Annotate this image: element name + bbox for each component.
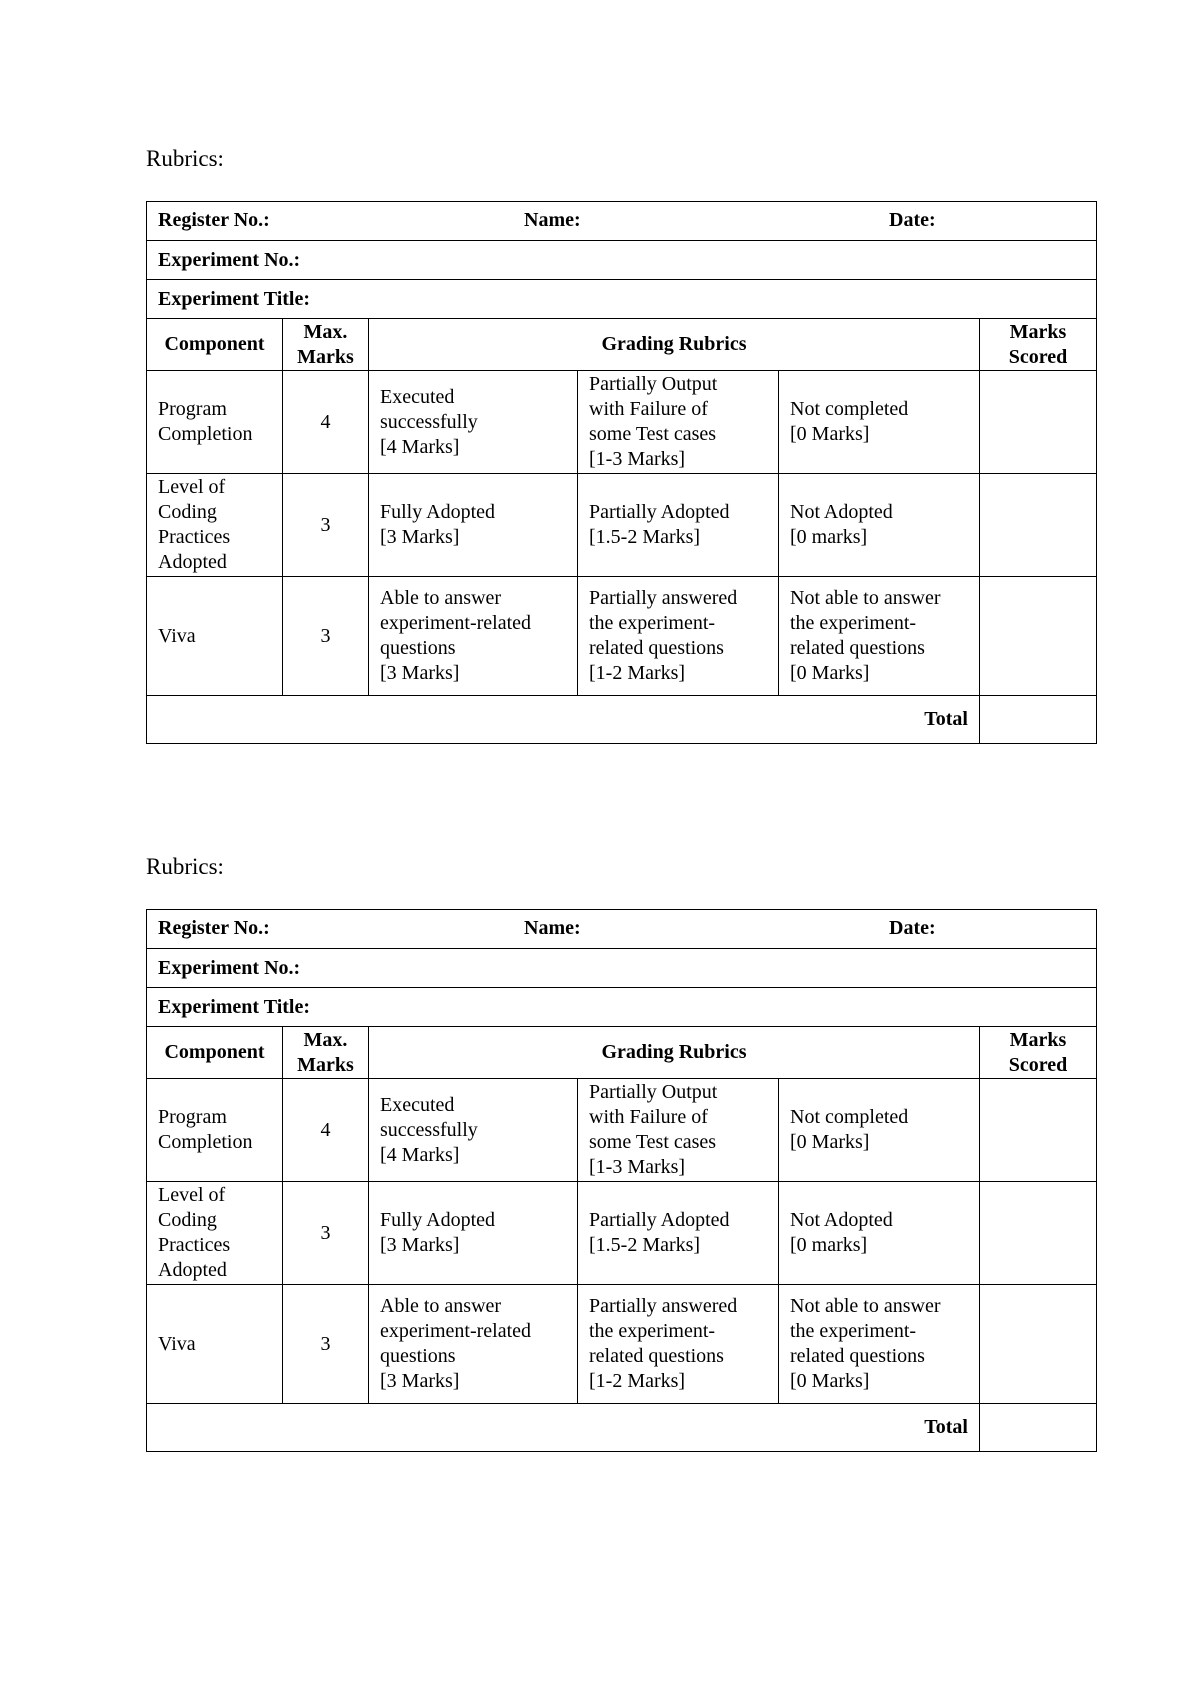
component-cell: Viva	[147, 577, 283, 696]
rubric-level-2-cell: Partially Output with Failure of some Test cases [1-3 Marks]	[578, 371, 779, 474]
component-cell: Program Completion	[147, 1079, 283, 1182]
rubric-level-1-cell: Executed successfully [4 Marks]	[369, 371, 578, 474]
grading-rubrics-header: Grading Rubrics	[369, 1027, 980, 1079]
rubric-level-1-cell: Able to answer experiment-related questions [3 Marks]	[369, 577, 578, 696]
total-label: Total	[147, 1404, 980, 1452]
table-row	[147, 1285, 1097, 1404]
total-row	[147, 696, 1097, 744]
experiment-title-row	[147, 280, 1097, 319]
marks-scored-cell[interactable]	[980, 474, 1097, 577]
rubrics-heading: Rubrics:	[146, 854, 224, 879]
experiment-no-row	[147, 241, 1097, 280]
rubric-level-1-cell: Able to answer experiment-related questions [3 Marks]	[369, 1285, 578, 1404]
total-marks-cell[interactable]	[980, 1404, 1097, 1452]
table-row	[147, 371, 1097, 474]
name-label: Name:	[524, 209, 581, 231]
marks-scored-header: Marks Scored	[980, 1027, 1097, 1079]
component-header: Component	[147, 319, 283, 371]
max-marks-cell: 3	[283, 1285, 369, 1404]
header-row	[147, 319, 1097, 371]
rubric-table	[146, 909, 1097, 1452]
name-label: Name:	[524, 917, 581, 939]
rubric-level-1-cell: Fully Adopted [3 Marks]	[369, 474, 578, 577]
total-label: Total	[147, 696, 980, 744]
marks-scored-cell[interactable]	[980, 1182, 1097, 1285]
max-marks-cell: 3	[283, 474, 369, 577]
max-marks-cell: 3	[283, 577, 369, 696]
marks-scored-cell[interactable]	[980, 371, 1097, 474]
experiment-title-label: Experiment Title:	[147, 988, 1097, 1027]
experiment-title-row	[147, 988, 1097, 1027]
max-marks-cell: 3	[283, 1182, 369, 1285]
grading-rubrics-header: Grading Rubrics	[369, 319, 980, 371]
rubric-level-3-cell: Not Adopted [0 marks]	[779, 1182, 980, 1285]
max-marks-header: Max. Marks	[283, 319, 369, 371]
experiment-title-label: Experiment Title:	[147, 280, 1097, 319]
rubric-level-1-cell: Fully Adopted [3 Marks]	[369, 1182, 578, 1285]
rubric-level-3-cell: Not Adopted [0 marks]	[779, 474, 980, 577]
experiment-no-label: Experiment No.:	[147, 241, 1097, 280]
total-marks-cell[interactable]	[980, 696, 1097, 744]
rubric-level-2-cell: Partially Adopted [1.5-2 Marks]	[578, 1182, 779, 1285]
max-marks-cell: 4	[283, 1079, 369, 1182]
register-no-label: Register No.:	[158, 917, 270, 939]
marks-scored-header: Marks Scored	[980, 319, 1097, 371]
table-row	[147, 474, 1097, 577]
rubric-table	[146, 201, 1097, 744]
date-label: Date:	[889, 209, 936, 231]
rubric-level-2-cell: Partially Adopted [1.5-2 Marks]	[578, 474, 779, 577]
component-header: Component	[147, 1027, 283, 1079]
component-cell: Viva	[147, 1285, 283, 1404]
student-info-row	[147, 910, 1097, 949]
max-marks-cell: 4	[283, 371, 369, 474]
rubrics-heading: Rubrics:	[146, 146, 224, 171]
component-cell: Level of Coding Practices Adopted	[147, 1182, 283, 1285]
table-row	[147, 1079, 1097, 1182]
experiment-no-row	[147, 949, 1097, 988]
rubric-level-3-cell: Not able to answer the experiment- related questions [0 Marks]	[779, 1285, 980, 1404]
table-row	[147, 1182, 1097, 1285]
table-row	[147, 577, 1097, 696]
total-row	[147, 1404, 1097, 1452]
max-marks-header: Max. Marks	[283, 1027, 369, 1079]
rubric-level-1-cell: Executed successfully [4 Marks]	[369, 1079, 578, 1182]
header-row	[147, 1027, 1097, 1079]
component-cell: Program Completion	[147, 371, 283, 474]
marks-scored-cell[interactable]	[980, 1285, 1097, 1404]
rubric-level-2-cell: Partially answered the experiment- related questions [1-2 Marks]	[578, 577, 779, 696]
component-cell: Level of Coding Practices Adopted	[147, 474, 283, 577]
rubric-level-2-cell: Partially Output with Failure of some Test cases [1-3 Marks]	[578, 1079, 779, 1182]
rubric-level-2-cell: Partially answered the experiment- related questions [1-2 Marks]	[578, 1285, 779, 1404]
marks-scored-cell[interactable]	[980, 577, 1097, 696]
register-no-label: Register No.:	[158, 209, 270, 231]
rubric-level-3-cell: Not completed [0 Marks]	[779, 371, 980, 474]
rubric-level-3-cell: Not completed [0 Marks]	[779, 1079, 980, 1182]
rubric-level-3-cell: Not able to answer the experiment- related questions [0 Marks]	[779, 577, 980, 696]
date-label: Date:	[889, 917, 936, 939]
experiment-no-label: Experiment No.:	[147, 949, 1097, 988]
student-info-row	[147, 202, 1097, 241]
marks-scored-cell[interactable]	[980, 1079, 1097, 1182]
